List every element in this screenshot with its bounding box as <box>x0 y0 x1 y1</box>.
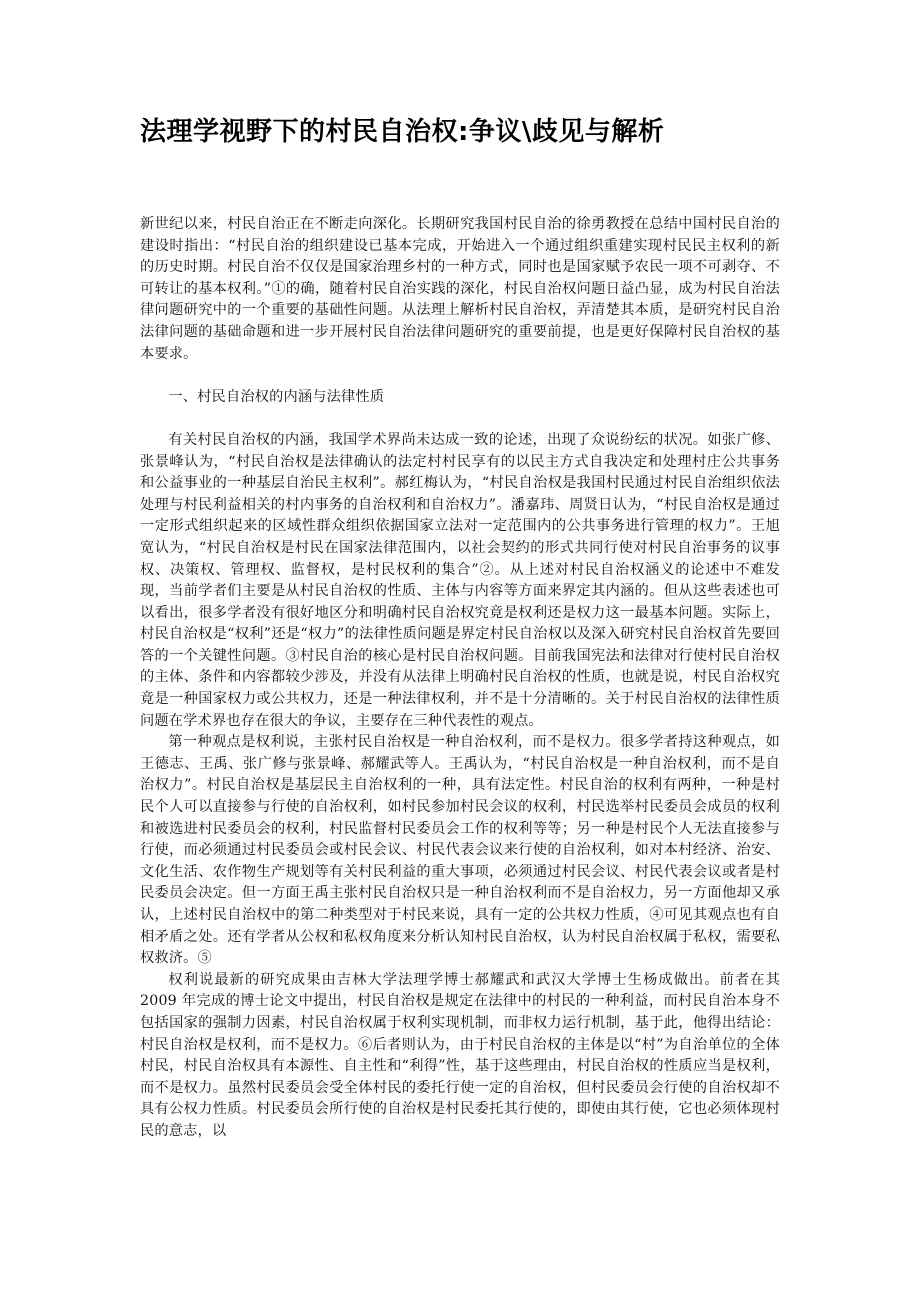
document-title: 法理学视野下的村民自治权:争议\歧见与解析 <box>140 117 665 147</box>
section-heading: 一、村民自治权的内涵与法律性质 <box>168 388 385 405</box>
body-paragraph-3: 权利说最新的研究成果由吉林大学法理学博士郝耀武和武汉大学博士生杨成做出。前者在其 2009 年完成的博士论文中提出，村民自治权是规定在法律中的村民的一种利益，而村民自治本身不包括国家的强制力因素，村民自治权属于权利实现机制，而非权力运行机制，基于此，他得出结论：村民自治权是权利，而不是权力。⑥后者则认为，由于村民自治权的主体是以“村”为自治单位的全体村民，村民自治权具有本源性、自主性和“利得”性，基于这些理由，村民自治权的性质应当是权利，而不是权力。虽然村民委员会受全体村民的委托行使一定的自治权，但村民委员会行使的自治权却不具有公权力性质。村民委员会所行使的自治权是村民委托其行使的，即使由其行使，它也必须体现村民的意志，以 <box>140 971 780 1139</box>
document-body <box>140 214 780 1143</box>
paragraph-gap <box>140 365 780 387</box>
paragraph-gap <box>140 408 780 430</box>
intro-paragraph: 新世纪以来，村民自治正在不断走向深化。长期研究我国村民自治的徐勇教授在总结中国村民自治的建设时指出：“村民自治的组织建设已基本完成，开始进入一个通过组织重建实现村民民主权利的新的历史时期。村民自治不仅仅是国家治理乡村的一种方式，同时也是国家赋予农民一项不可剥夺、不可转让的基本权利。”①的确，随着村民自治实践的深化，村民自治权问题日益凸显，成为村民自治法律问题研究中的一个重要的基础性问题。从法理上解析村民自治权，弄清楚其本质，是研究村民自治法律问题的基础命题和进一步开展村民自治法律问题研究的重要前提，也是更好保障村民自治权的基本要求。 <box>140 216 780 362</box>
body-paragraph-2: 第一种观点是权利说，主张村民自治权是一种自治权利，而不是权力。很多学者持这种观点，如王德志、王禹、张广修与张景峰、郝耀武等人。王禹认为，“村民自治权是一种自治权利，而不是自治权力”。村民自治权是基层民主自治权利的一种，具有法定性。村民自治的权利有两种，一种是村民个人可以直接参与行使的自治权利，如村民参加村民会议的权利，村民选举村民委员会成员的权利和被选进村民委员会的权利，村民监督村民委员会工作的权利等等；另一种是村民个人无法直接参与行使，而必须通过村民委员会或村民会议、村民代表会议来行使的自治权利，如对本村经济、治安、文化生活、农作物生产规划等有关村民利益的重大事项，必须通过村民会议、村民代表会议或者是村民委员会决定。但一方面王禹主张村民自治权只是一种自治权利而不是自治权力，另一方面他却又承认，上述村民自治权中的第二种类型对于村民来说，具有一定的公共权力性质，④可见其观点也有自相矛盾之处。还有学者从公权和私权角度来分析认知村民自治权，认为村民自治权属于私权，需要私权救济。⑤ <box>140 734 780 967</box>
body-paragraph-1: 有关村民自治权的内涵，我国学术界尚未达成一致的论述，出现了众说纷纭的状况。如张广修、张景峰认为，“村民自治权是法律确认的法定村村民享有的以民主方式自我决定和处理村庄公共事务和公益事业的一种基层自治民主权利”。郝红梅认为，“村民自治权是我国村民通过村民自治组织依法处理与村民利益相关的村内事务的自治权利和自治权力”。潘嘉玮、周贤日认为，“村民自治权是通过一定形式组织起来的区域性群众组织依据国家立法对一定范围内的公共事务进行管理的权力”。王旭宽认为，“村民自治权是村民在国家法律范围内，以社会契约的形式共同行使对村民自治事务的议事权、决策权、管理权、监督权，是村民权利的集合”②。从上述对村民自治权涵义的论述中不难发现，当前学者们主要是从村民自治权的性质、主体与内容等方面来界定其内涵的。但从这些表述也可以看出，很多学者没有很好地区分和明确村民自治权究竟是权利还是权力这一最基本问题。实际上，村民自治权是“权利”还是“权力”的法律性质问题是界定村民自治权以及深入研究村民自治权首先要回答的一个关键性问题。③村民自治的核心是村民自治权问题。目前我国宪法和法律对行使村民自治权的主体、条件和内容都较少涉及，并没有从法律上明确村民自治权的性质，也就是说，村民自治权究竟是一种国家权力或公共权力，还是一种法律权利，并不是十分清晰的。关于村民自治权的法律性质问题在学术界也存在很大的争议，主要存在三种代表性的观点。 <box>140 431 780 729</box>
